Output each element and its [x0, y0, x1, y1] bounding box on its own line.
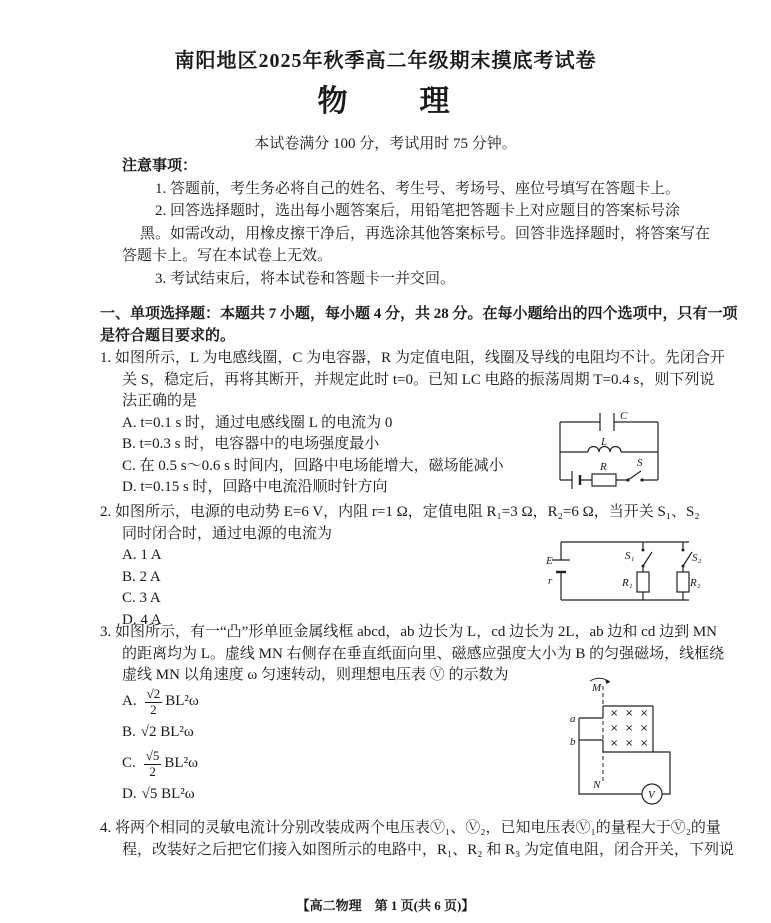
switch-contact — [642, 565, 645, 568]
q1-option-b: B. t=0.3 s 时，电容器中的电场强度最小 — [122, 436, 380, 452]
fraction — [145, 687, 163, 718]
field-cross-icon: × — [640, 723, 649, 734]
option-expression: √2 BL²ω — [140, 724, 194, 741]
option-expression: BL²ω — [164, 755, 198, 772]
switch-blade — [683, 552, 692, 566]
resistor2-label: R₂ — [690, 577, 701, 589]
switch-contact — [640, 478, 643, 481]
internal-resistance-label: r — [548, 575, 553, 587]
q2-option-c: C. 3 A — [122, 590, 161, 606]
q3-stem-line-3: 虚线 MN 以角速度 ω 匀速转动，则理想电压表 Ⓥ 的示数为 — [122, 667, 509, 683]
question-4 — [100, 818, 734, 861]
point-n-label: N — [593, 779, 601, 791]
fraction-denominator: 2 — [149, 763, 156, 779]
q2-circuit-diagram — [543, 526, 703, 616]
switch-label: S — [637, 457, 643, 469]
resistor-box — [592, 474, 616, 486]
q2-option-d: D. 4 A — [122, 611, 162, 628]
option-expression: √5 BL²ω — [141, 786, 195, 803]
field-cross-icon: × — [625, 738, 634, 749]
field-cross-icon: × — [610, 723, 619, 734]
exam-info: 本试卷满分 100 分，考试用时 75 分钟。 — [254, 136, 517, 152]
q1-option-c: C. 在 0.5 s～0.6 s 时间内，回路中电场能增大，磁场能减小 — [122, 457, 504, 474]
switch-blade — [628, 471, 641, 480]
option-label: A. — [122, 693, 137, 710]
q1-stem-line-3: 法正确的是 — [122, 393, 198, 409]
switch-blade — [643, 552, 652, 566]
note-line-2a: 2. 回答选择题时，选出每小题答案后，用铅笔把答题卡上对应题目的答案标号涂 — [155, 203, 681, 219]
field-cross-icon: × — [640, 738, 649, 749]
inductor-label: L — [601, 436, 608, 448]
switch-contact — [626, 478, 629, 481]
note-line-2c: 答题卡上。写在本试卷上无效。 — [122, 248, 333, 264]
option-label: D. — [122, 786, 137, 803]
corner-a-label: a — [570, 713, 576, 725]
option-expression: BL²ω — [165, 693, 199, 710]
note-line-3: 3. 考试结束后，将本试卷和答题卡一并交回。 — [155, 270, 456, 287]
switch-contact — [682, 549, 685, 552]
corner-b-label: b — [570, 736, 576, 748]
resistor1-label: R₁ — [622, 577, 633, 589]
switch2-label: S₂ — [692, 552, 702, 564]
exam-title: 南阳地区2025年秋季高二年级期末摸底考试卷 — [174, 50, 597, 72]
switch-contact — [642, 549, 645, 552]
switch1-label: S₁ — [625, 550, 635, 562]
field-cross-icon: × — [640, 708, 649, 719]
wire — [560, 422, 658, 480]
fraction-denominator: 2 — [150, 701, 157, 717]
field-cross-icon: × — [625, 723, 634, 734]
switch-contact — [682, 565, 685, 568]
fraction — [144, 749, 162, 780]
q2-option-a: A. 1 A — [122, 547, 162, 563]
frame-left-part — [579, 718, 603, 740]
field-cross-icon: × — [610, 708, 619, 719]
magnetic-field-into-page — [610, 708, 648, 749]
note-line-1: 1. 答题前，考生务必将自己的姓名、考生号、考场号、座位号填写在答题卡上。 — [155, 180, 681, 197]
resistor-box — [637, 572, 649, 592]
voltmeter-lead — [653, 752, 670, 794]
emf-label: E — [546, 555, 553, 567]
subject-title: 物 理 — [317, 85, 454, 118]
q4-stem-line-2: 程，改装好之后把它们接入如图所示的电路中，R₁、R₂ 和 R₃ 为定值电阻，闭合开关，下列说 — [122, 841, 734, 858]
section-heading-line-2: 是符合题目要求的。 — [100, 328, 236, 344]
q3-stem-line-2: 的距离均为 L。虚线 MN 右侧存在垂直纸面向里、磁感应强度大小为 B 的匀强磁场，线框绕 — [122, 645, 725, 662]
q3-stem-line-1: 3. 如图所示，有一“凸”形单匝金属线框 abcd，ab 边长为 L，cd 边长为 2L，ab 边和 cd 边到 MN — [100, 624, 718, 640]
section-heading-line-1: 一、单项选择题：本题共 7 小题，每小题 4 分，共 28 分。在每小题给出的四个选项中，只有一项 — [100, 306, 738, 322]
field-cross-icon: × — [625, 708, 634, 719]
capacitor-label: C — [620, 410, 628, 422]
option-label: C. — [122, 755, 136, 772]
point-m-label: M — [592, 682, 602, 694]
fraction-numerator: √5 — [145, 747, 160, 763]
q1-option-a: A. t=0.1 s 时，通过电感线圈 L 的电流为 0 — [122, 414, 393, 431]
note-line-2b: 黑。如需改动，用橡皮擦干净后，再选涂其他答案标号。回答非选择题时，将答案写在 — [140, 225, 711, 242]
option-label: B. — [122, 724, 136, 741]
q2-option-b: B. 2 A — [122, 568, 161, 585]
notes-heading: 注意事项： — [122, 158, 198, 174]
q2-stem-line-1: 2. 如图所示，电源的电动势 E=6 V，内阻 r=1 Ω，定值电阻 R₁=3 Ω，R₂=6 Ω，当开关 S₁、S₂ — [100, 504, 700, 520]
section-heading — [100, 303, 738, 347]
q4-stem-line-1: 4. 将两个相同的灵敏电流计分别改装成两个电压表Ⓥ₁、Ⓥ₂，已知电压表Ⓥ₁的量程大于Ⓥ₂的量 — [100, 820, 721, 836]
q3-frame-diagram — [556, 674, 678, 816]
q1-option-d: D. t=0.15 s 时，回路中电流沿顺时针方向 — [122, 479, 388, 495]
q1-circuit-diagram — [550, 408, 668, 500]
q1-stem-line-1: 1. 如图所示，L 为电感线圈，C 为电容器，R 为定值电阻，线圈及导线的电阻均不计。先闭合开 — [100, 350, 725, 366]
field-cross-icon: × — [610, 738, 619, 749]
resistor-label: R — [600, 461, 607, 473]
voltmeter-label: V — [648, 789, 655, 801]
q1-stem-line-2: 关 S，稳定后，再将其断开，并规定此时 t=0。已知 LC 电路的振荡周期 T=0.4 s，则下列说 — [122, 371, 715, 388]
page-footer: 【高二物理 第 1 页(共 6 页)】 — [296, 898, 475, 913]
q2-stem-line-2: 同时闭合时，通过电源的电流为 — [122, 525, 333, 542]
fraction-numerator: √2 — [146, 685, 161, 701]
notes-block — [122, 155, 711, 290]
resistor-box — [677, 572, 689, 592]
